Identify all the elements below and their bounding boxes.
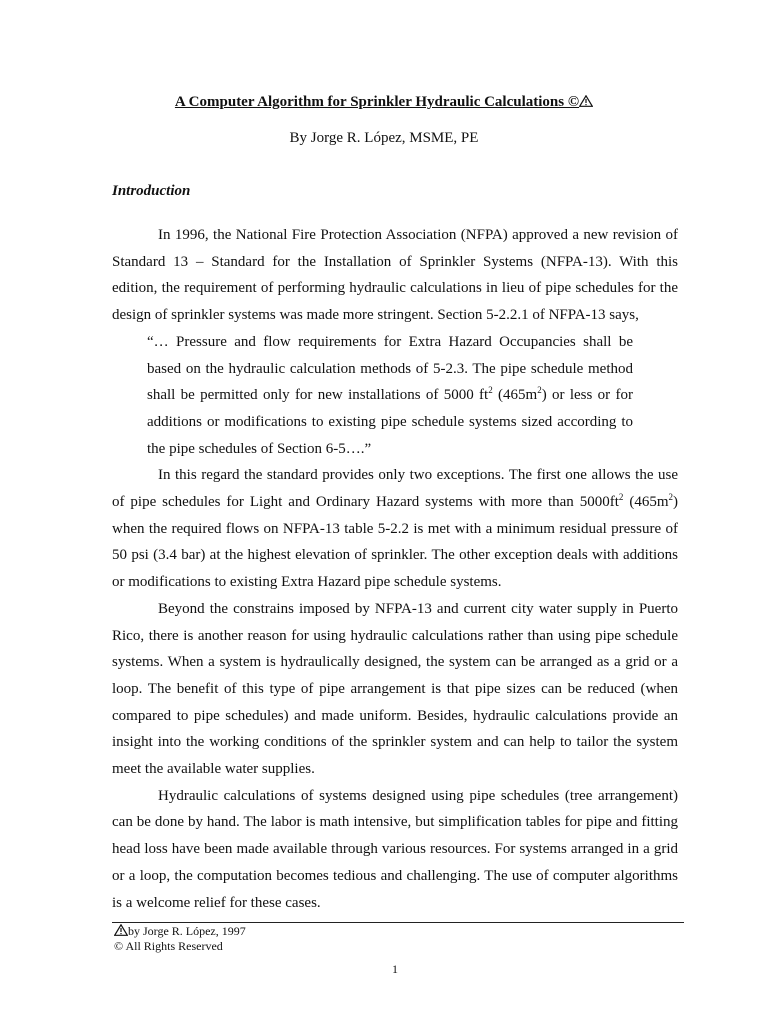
superscript: 2 xyxy=(668,492,673,503)
document-body xyxy=(112,222,678,916)
author-byline: By Jorge R. López, MSME, PE xyxy=(289,130,479,146)
footnote-copyright: © All Rights Reserved xyxy=(114,939,223,953)
paragraph xyxy=(112,462,678,596)
title-text: A Computer Algorithm for Sprinkler Hydraulic Calculations © xyxy=(174,94,580,110)
page-number: 1 xyxy=(392,962,398,976)
footnote-line xyxy=(114,924,246,939)
quote-text: ) or less or for additions or modifications to existing pipe schedule systems sized according to the pipe schedules of Section 6-5….” xyxy=(147,387,633,457)
footnote-author: by Jorge R. López, 1997 xyxy=(128,924,246,938)
block-quote xyxy=(147,329,633,463)
quote-text: “… Pressure and flow requirements for Extra Hazard Occupancies shall be based on the hydraulic calculation methods of 5-2.3. The pipe schedule method shall be permitted only for new installations of 5000 ft xyxy=(147,333,633,404)
warning-triangle-icon xyxy=(114,924,128,936)
paragraph-text: ) when the required flows on NFPA-13 table 5-2.2 is met with a minimum residual pressure of 50 psi (3.4 bar) at the highest elevation of sprinkler. The other exception deals with additions or modifications to existing Extra Hazard pipe schedule systems. xyxy=(112,494,678,591)
paragraph: Beyond the constrains imposed by NFPA-13 and current city water supply in Puerto Rico, there is another reason for using hydraulic calculations rather than using pipe schedule systems. When a system is hydraulically designed, the system can be arranged as a grid or a loop. The benefit of this type of pipe arrangement is that pipe sizes can be reduced (when compared to pipe schedules) and made uniform. Besides, hydraulic calculations provide an insight into the working conditions of the sprinkler system and can help to tailor the system meet the available water supplies. xyxy=(112,600,678,778)
footnote xyxy=(114,924,246,954)
section-heading: Introduction xyxy=(112,183,191,199)
superscript: 2 xyxy=(537,385,542,396)
footnote-divider xyxy=(112,922,684,923)
paragraph-text: In this regard the standard provides only two exceptions. The first one allows the use of pipe schedules for Light and Ordinary Hazard systems with more than 5000ft xyxy=(112,467,678,511)
superscript: 2 xyxy=(618,492,624,503)
quote-text: (465m xyxy=(492,387,538,404)
paragraph: Hydraulic calculations of systems designed using pipe schedules (tree arrangement) can be done by hand. The labor is math intensive, but simplification tables for pipe and fitting head loss have been made available through various resources. For systems arranged in a grid or a loop, the computation becomes tedious and challenging. The use of computer algorithms is a welcome relief for these cases. xyxy=(112,787,678,911)
superscript: 2 xyxy=(488,385,493,396)
paragraph: In 1996, the National Fire Protection Association (NFPA) approved a new revision of Standard 13 – Standard for the Installation of Sprinkler Systems (NFPA-13). With this edition, the requirement of performing hydraulic calculations in lieu of pipe schedules for the design of sprinkler systems was made more stringent. Section 5-2.2.1 of NFPA-13 says, xyxy=(112,227,678,324)
paragraph-text: (465m xyxy=(623,494,669,511)
warning-triangle-icon xyxy=(579,95,593,107)
document-title xyxy=(0,94,768,111)
